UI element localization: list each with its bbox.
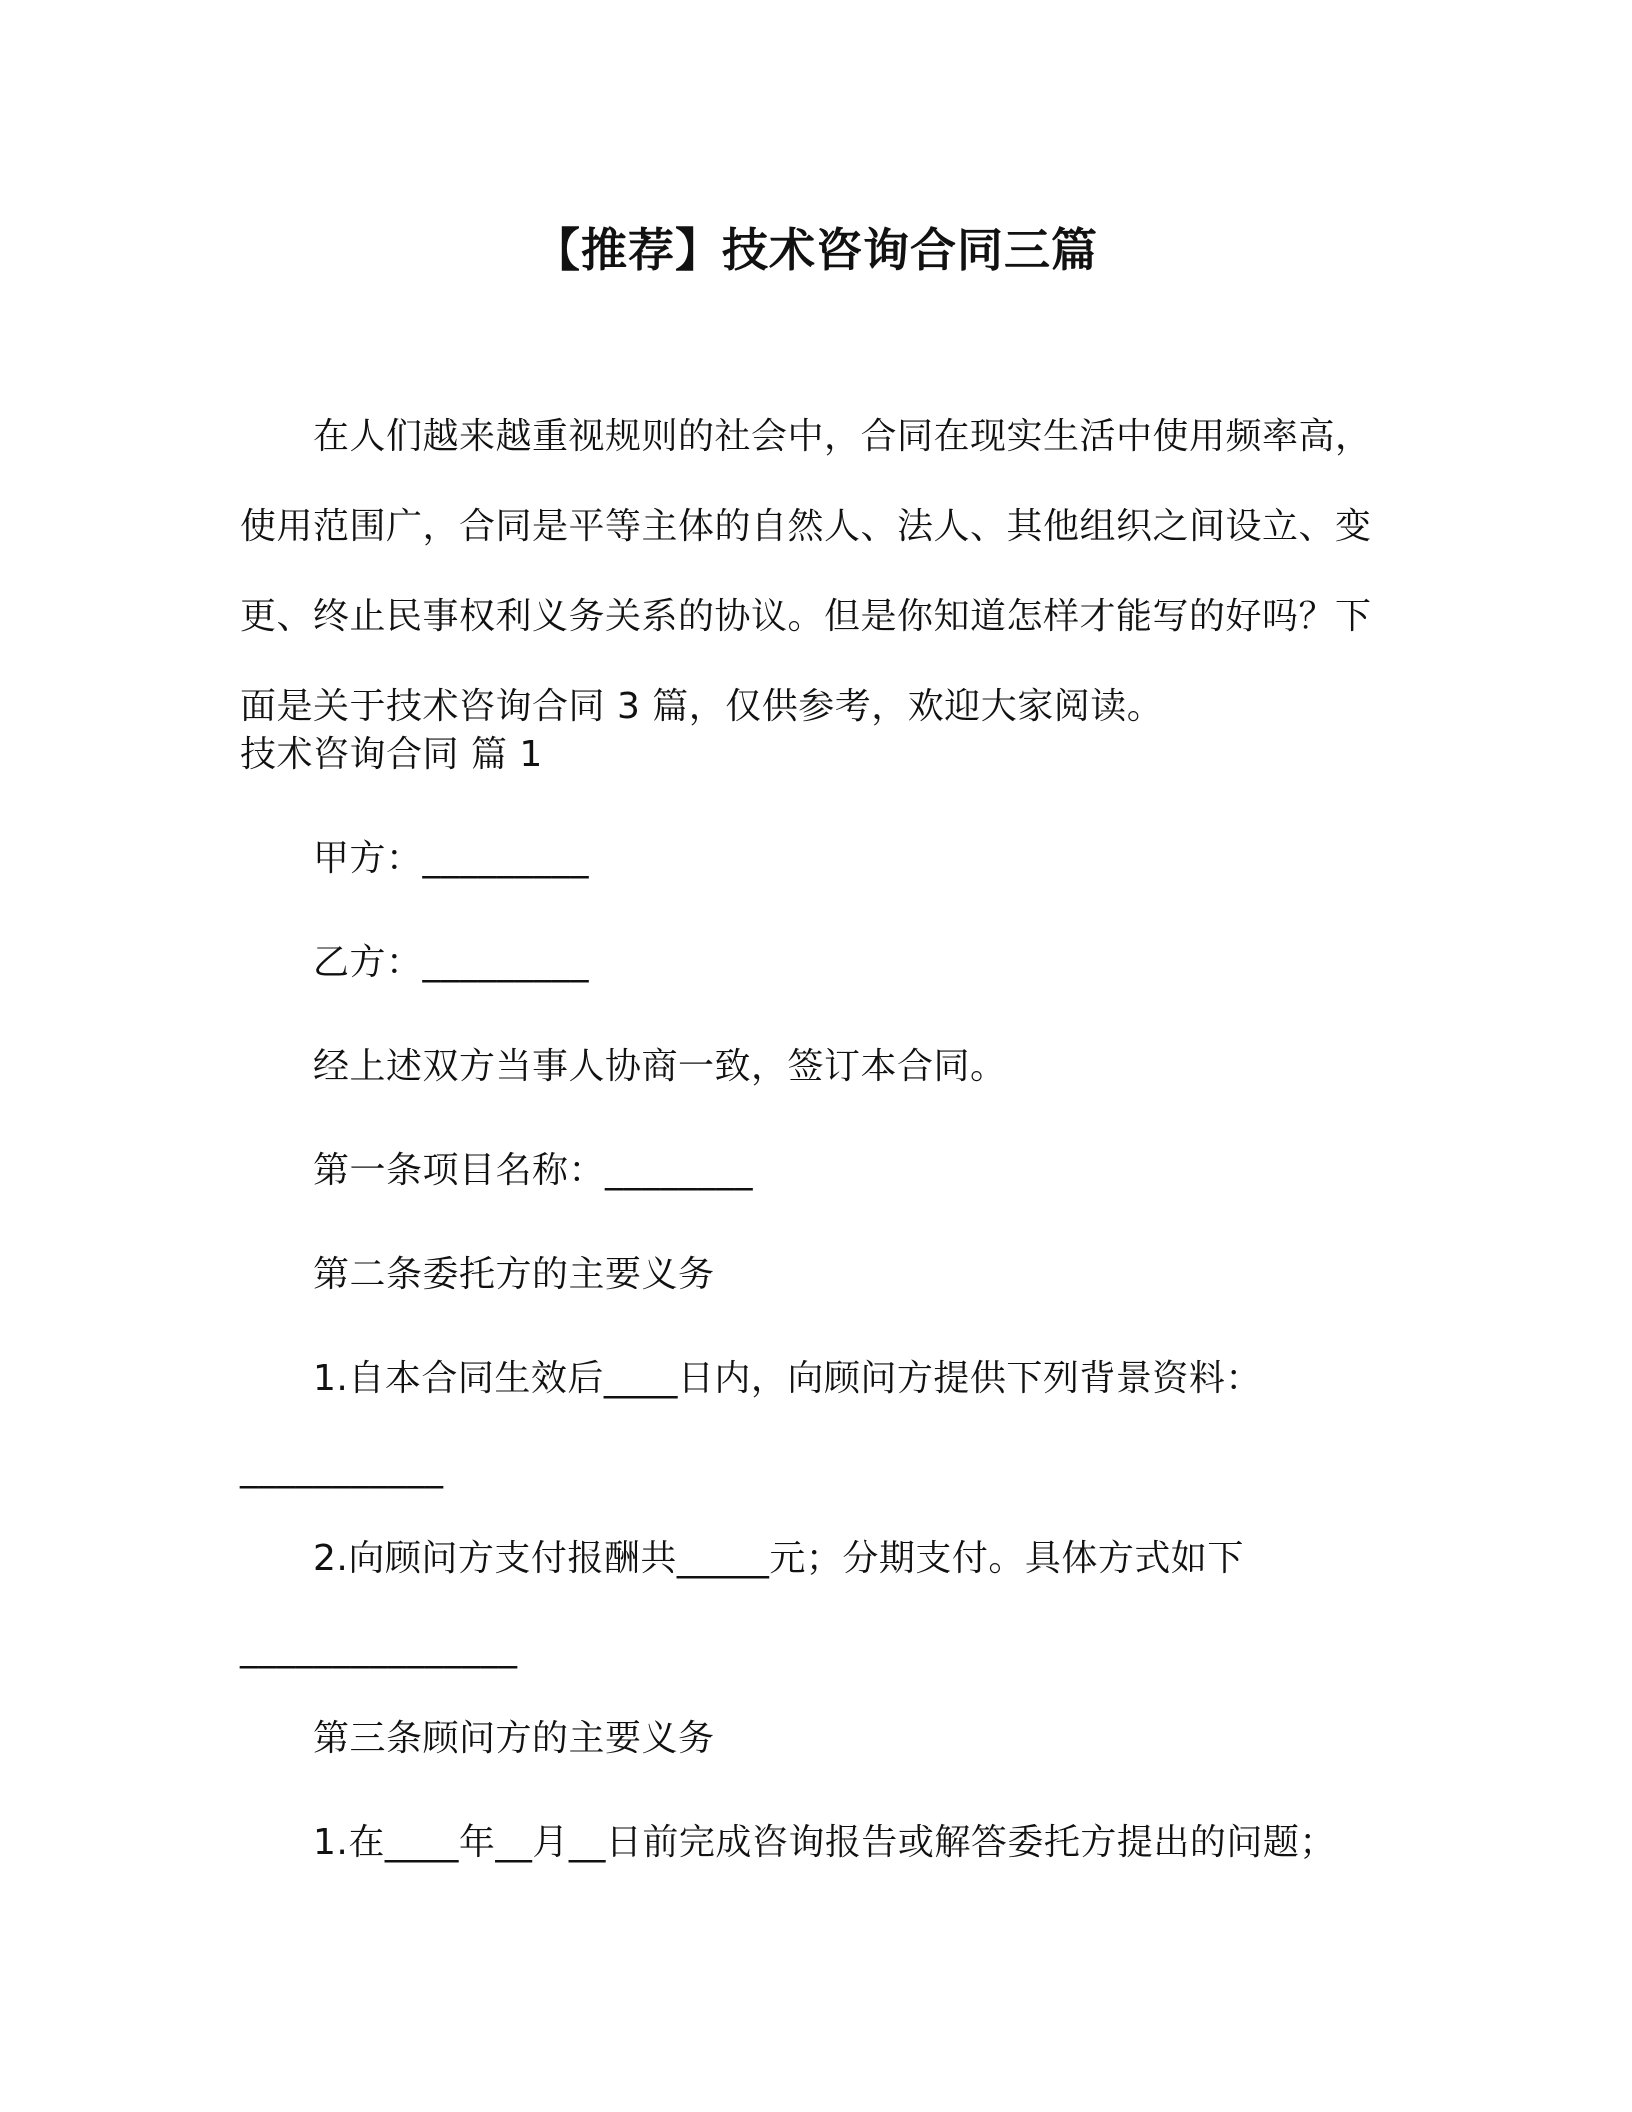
article-2-heading: 第二条委托方的主要义务 <box>313 1254 715 1295</box>
article-1-project-name: 第一条项目名称：________ <box>313 1150 754 1191</box>
agreement-line: 经上述双方当事人协商一致，签订本合同。 <box>313 1046 1007 1087</box>
article-2-item-2: 2.向顾问方支付报酬共_____元；分期支付。具体方式如下 <box>313 1538 1244 1579</box>
article-3-heading: 第三条顾问方的主要义务 <box>313 1718 715 1759</box>
article-3-item-1: 1.在____年__月__日前完成咨询报告或解答委托方提出的问题； <box>313 1822 1336 1863</box>
section-heading: 技术咨询合同 篇 1 <box>240 734 543 775</box>
document-title: 【推荐】技术咨询合同三篇 <box>534 223 1098 277</box>
article-2-item-1-blank: ___________ <box>240 1448 444 1489</box>
article-2-item-2-blank: _______________ <box>240 1628 518 1669</box>
article-2-item-1: 1.自本合同生效后____日内，向顾问方提供下列背景资料： <box>313 1358 1262 1399</box>
party-a-line: 甲方：_________ <box>313 838 590 879</box>
party-b-line: 乙方：_________ <box>313 942 590 983</box>
intro-paragraph: 在人们越来越重视规则的社会中，合同在现实生活中使用频率高，使用范围广，合同是平等主体的自然人、法人、其他组织之间设立、变更、终止民事权利义务关系的协议。但是你知道怎样才能写的好吗？下面是关于技术咨询合同 3 篇，仅供参考，欢迎大家阅读。 <box>240 416 1372 727</box>
